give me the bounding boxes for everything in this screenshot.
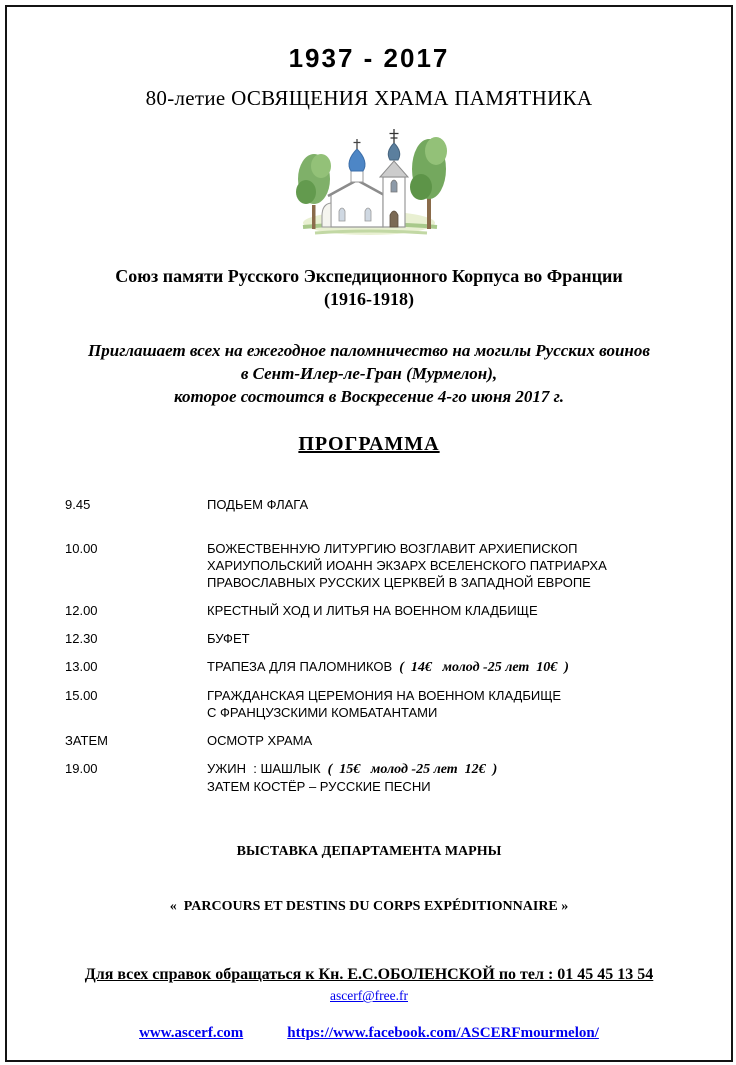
schedule-activity: ГРАЖДАНСКАЯ ЦЕРЕМОНИЯ НА ВОЕННОМ КЛАДБИЩЕ (207, 687, 562, 703)
schedule-row (65, 540, 701, 591)
schedule-time: 15.00 (65, 687, 98, 703)
schedule-price: ( 14€ молод -25 лет 10€ ) (392, 659, 569, 675)
invitation-line-1: Приглашает всех на ежегодное паломничество на могилы Русских воинов (88, 340, 650, 360)
church-image-container (7, 119, 731, 245)
anniversary-subtitle: 80-летие ОСВЯЩЕНИЯ ХРАМА ПАМЯТНИКА (145, 86, 593, 110)
title-years: 1937 - 2017 (288, 43, 450, 73)
schedule (7, 496, 731, 795)
schedule-row (65, 732, 701, 749)
schedule-time: 12.00 (65, 602, 98, 618)
contact-info: Для всех справок обращаться к Кн. Е.С.ОБОЛЕНСКОЙ по тел : 01 45 45 13 54 (84, 966, 654, 984)
contact-block (7, 966, 731, 984)
schedule-row (65, 602, 701, 619)
schedule-activity: ПОДЬЕМ ФЛАГА (207, 496, 309, 512)
church-illustration (289, 119, 449, 241)
schedule-activity: ТРАПЕЗА ДЛЯ ПАЛОМНИКОВ (207, 658, 393, 674)
schedule-activity: БОЖЕСТВЕННУЮ ЛИТУРГИЮ ВОЗГЛАВИТ АРХИЕПИСКОП (207, 540, 578, 556)
schedule-activity: ХАРИУПОЛЬСКИЙ ИОАНН ЭКЗАРХ ВСЕЛЕНСКОГО ПАТРИАРХА (207, 557, 607, 573)
document-page (5, 5, 733, 1062)
schedule-price: ( 15€ молод -25 лет 12€ ) (320, 761, 498, 777)
schedule-activity: КРЕСТНЫЙ ХОД И ЛИТЬЯ НА ВОЕННОМ КЛАДБИЩЕ (207, 602, 538, 618)
schedule-activity: ЗАТЕМ КОСТЁР – РУССКИЕ ПЕСНИ (207, 778, 431, 794)
email-wrap (7, 987, 731, 1005)
invitation-block (7, 340, 731, 409)
schedule-activity: ОСМОТР ХРАМА (207, 732, 313, 748)
schedule-time: 10.00 (65, 540, 98, 556)
schedule-row (65, 496, 701, 513)
schedule-row (65, 760, 701, 795)
facebook-link[interactable]: https://www.facebook.com/ASCERFmourmelon/ (287, 1025, 599, 1042)
schedule-row (65, 658, 701, 676)
invitation-line-2: в Сент-Илер-ле-Гран (Мурмелон), (240, 363, 498, 383)
organization-block (7, 265, 731, 312)
invitation-line-3: которое состоится в Воскресение 4-го июня 2017 г. (174, 386, 564, 406)
schedule-activity: ПРАВОСЛАВНЫХ РУССКИХ ЦЕРКВЕЙ В ЗАПАДНОЙ ЕВРОПЕ (207, 574, 591, 590)
schedule-time: 19.00 (65, 760, 98, 776)
schedule-row (65, 630, 701, 647)
schedule-activity: УЖИН : ШАШЛЫК (207, 760, 321, 776)
exhibition-name: « PARCOURS ET DESTINS DU CORPS EXPÉDITIONNAIRE » (169, 898, 569, 914)
website-link[interactable]: www.ascerf.com (139, 1025, 244, 1042)
schedule-row (65, 687, 701, 721)
schedule-time: ЗАТЕМ (65, 732, 108, 748)
program-heading-wrap (7, 433, 731, 456)
schedule-time: 13.00 (65, 658, 98, 674)
schedule-time: 9.45 (65, 496, 91, 512)
links-row (7, 1025, 731, 1042)
organization-name: Союз памяти Русского Экспедиционного Корпуса во Франции (115, 266, 623, 286)
schedule-activity: БУФЕТ (207, 630, 250, 646)
schedule-time: 12.30 (65, 630, 98, 646)
email-link[interactable]: ascerf@free.fr (330, 988, 408, 1004)
organization-years: (1916-1918) (324, 289, 414, 310)
exhibition-title: ВЫСТАВКА ДЕПАРТАМЕНТА МАРНЫ (236, 843, 502, 859)
exhibition-block (7, 807, 731, 953)
program-heading: ПРОГРАММА (298, 432, 440, 455)
schedule-activity: С ФРАНЦУЗСКИМИ КОМБАТАНТАМИ (207, 704, 438, 720)
